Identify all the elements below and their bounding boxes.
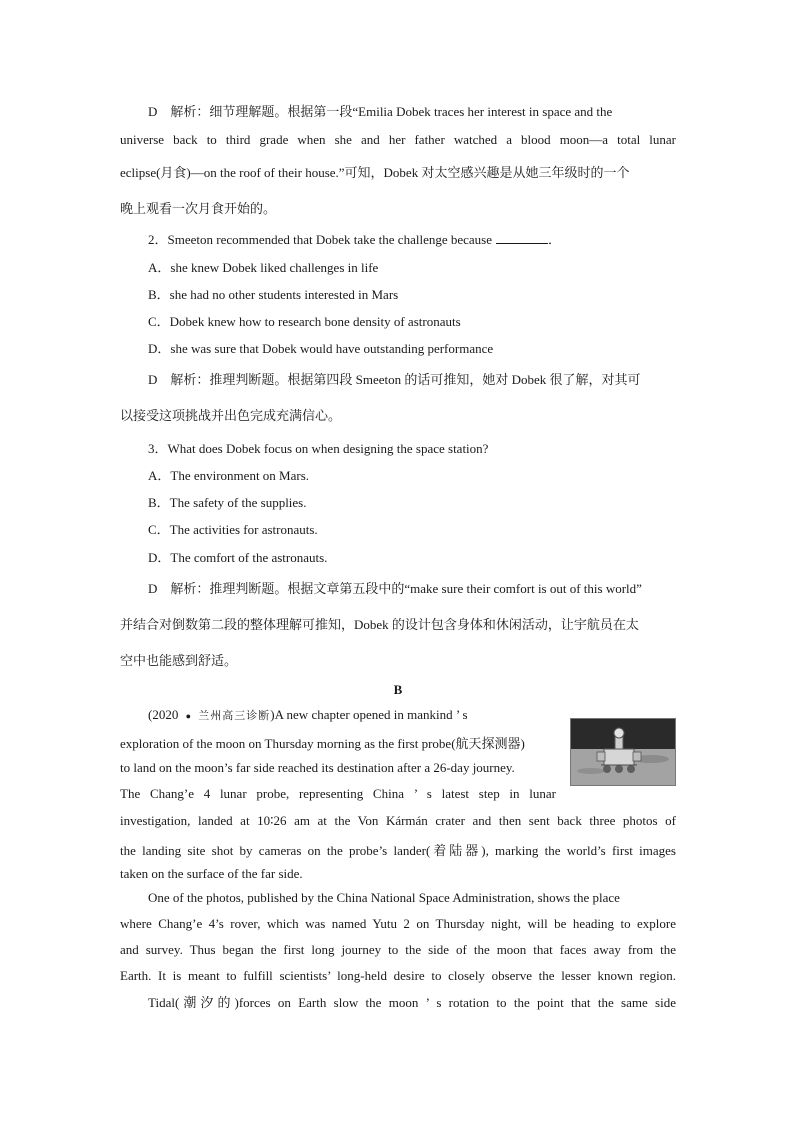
q3-analysis-line-2: 并结合对倒数第二段的整体理解可推知，Dobek 的设计包含身体和休闲活动，让宇航员在太 [120,617,639,632]
q3-option-d: D．The comfort of the astronauts. [148,550,328,565]
q2-option-a: A．she knew Dobek liked challenges in life [148,260,379,275]
document-page [120,0,676,1123]
q2-option-c: C．Dobek knew how to research bone density of astronauts [148,314,461,329]
q3-option-c: C．The activities for astronauts. [148,522,318,537]
passage-p2-line-2: where Chang’e 4’s rover, which was named Yutu 2 on Thursday night, will be heading to explore [120,916,676,931]
passage-p3-line-1: Tidal(潮汐的)forces on Earth slow the moon ’ s rotation to the point that the same side [148,995,676,1010]
q2-option-b: B．she had no other students interested in Mars [148,287,399,302]
section-b-heading: B [393,682,403,697]
passage-p2-line-3: and survey. Thus began the first long journey to the side of the moon that faces away from the [120,942,676,957]
passage-p1-line-1: (2020 ● 兰州高三诊断)A new chapter opened in mankind ’ s [148,707,468,722]
q2-analysis-line-2: 以接受这项挑战并出色完成充满信心。 [120,408,342,423]
q2-stem: 2．Smeeton recommended that Dobek take the challenge because ． [148,232,562,247]
lunar-rover-illustration [571,719,675,785]
q3-analysis-line-1: D 解析：推理判断题。根据文章第五段中的“make sure their comfort is out of this world” [148,581,642,596]
q3-option-a: A．The environment on Mars. [148,468,310,483]
passage-p1-line-2: exploration of the moon on Thursday morning as the first probe(航天探测器) [120,736,525,751]
q2-analysis-line-1: D 解析：推理判断题。根据第四段 Smeeton 的话可推知，她对 Dobek 很了解，对其可 [148,372,641,387]
q1-analysis-line-1: D 解析：细节理解题。根据第一段“Emilia Dobek traces her interest in space and the [148,104,613,119]
passage-p1-line-6: the landing site shot by cameras on the probe’s lander(着陆器), marking the world’s first images [120,843,676,858]
q1-analysis-line-4: 晚上观看一次月食开始的。 [120,201,277,216]
source-name: 兰州高三诊断 [198,710,271,722]
q2-option-d: D．she was sure that Dobek would have outstanding performance [148,341,494,356]
source-bullet: ● [185,711,192,721]
answer-blank [496,231,548,244]
passage-p2-line-1: One of the photos, published by the China National Space Administration, shows the place [148,890,620,905]
q3-option-b: B．The safety of the supplies. [148,495,307,510]
passage-p1-line-5: investigation, landed at 10∶26 am at the Von Kármán crater and then sent back three photos of [120,813,676,828]
passage-p1-line-7: taken on the surface of the far side. [120,866,303,881]
lunar-rover-photo [570,718,676,786]
q3-analysis-line-3: 空中也能感到舒适。 [120,653,238,668]
passage-p1-line-4: The Chang’e 4 lunar probe, representing China ’ s latest step in lunar [120,786,556,801]
q1-analysis-line-2: universe back to third grade when she and her father watched a blood moon—a total lunar [120,132,676,147]
q3-stem: 3．What does Dobek focus on when designing the space station? [148,441,489,456]
passage-p1-line-3: to land on the moon’s far side reached its destination after a 26-day journey. [120,760,515,775]
q1-analysis-line-3: eclipse(月食)—on the roof of their house.”可知，Dobek 对太空感兴趣是从她三年级时的一个 [120,165,630,180]
passage-p2-line-4: Earth. It is meant to fulfill scientists’ long-held desire to closely observe the lesser known region. [120,968,676,983]
